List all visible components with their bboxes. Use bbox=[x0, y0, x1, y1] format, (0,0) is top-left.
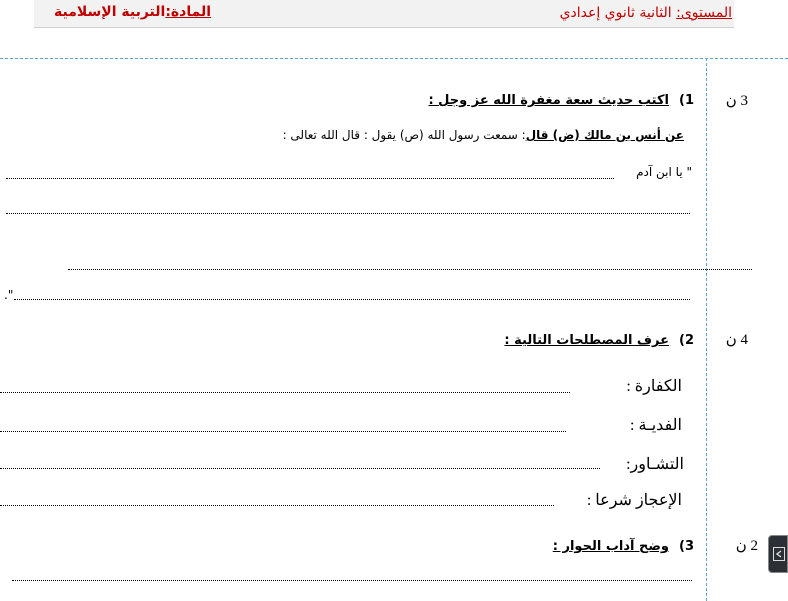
q1-intro bbox=[283, 128, 684, 142]
collapse-arrow-icon bbox=[773, 547, 785, 561]
q1-intro-rest: : سمعت رسول الله (ص) يقول : قال الله تعالى : bbox=[282, 128, 526, 142]
term-label: الفديـة : bbox=[630, 417, 682, 434]
q1-score: 3 ن bbox=[725, 93, 748, 109]
answer-line bbox=[0, 505, 554, 506]
subject-label: المادة: bbox=[165, 4, 212, 20]
subject-heading bbox=[54, 4, 211, 20]
answer-line bbox=[14, 299, 690, 300]
q3-number: 3) bbox=[679, 539, 694, 554]
q1-intro-bold: عن أنس بن مالك (ض) قال bbox=[525, 128, 684, 142]
subject-value: التربية الإسلامية bbox=[54, 4, 166, 20]
answer-line bbox=[6, 178, 614, 179]
answer-line bbox=[0, 431, 566, 432]
term-label: الإعجاز شرعا : bbox=[586, 492, 682, 509]
answer-line bbox=[0, 392, 570, 393]
answer-line bbox=[0, 468, 600, 469]
level-value: الثانية ثانوي إعدادي bbox=[559, 5, 672, 21]
term-label: التشـاور: bbox=[626, 456, 684, 473]
q3-title-text: وضح آداب الحوار : bbox=[552, 539, 669, 554]
score-column-divider bbox=[706, 58, 707, 601]
q2-number: 2) bbox=[679, 333, 694, 348]
level-heading bbox=[560, 5, 732, 21]
answer-line bbox=[6, 213, 690, 214]
q1-end-mark: ". bbox=[4, 288, 14, 302]
q1-quote-start: " يا ابن آدم bbox=[636, 165, 692, 179]
q1-title bbox=[428, 93, 694, 108]
term-label: الكفارة : bbox=[626, 378, 682, 395]
top-divider bbox=[0, 58, 788, 59]
q3-score: 2 ن bbox=[735, 538, 758, 554]
collapse-panel-button[interactable] bbox=[768, 535, 788, 573]
q2-title-text: عرف المصطلحات التالية : bbox=[504, 333, 669, 348]
q2-title bbox=[504, 333, 694, 348]
q2-score: 4 ن bbox=[725, 332, 748, 348]
q1-number: 1) bbox=[679, 93, 694, 108]
answer-line bbox=[68, 269, 752, 270]
q3-title bbox=[553, 539, 694, 554]
answer-line bbox=[12, 580, 692, 581]
q1-title-text: اكتب حديث سعة مغفرة الله عز وجل : bbox=[428, 93, 669, 108]
level-label: المستوى: bbox=[676, 5, 732, 21]
